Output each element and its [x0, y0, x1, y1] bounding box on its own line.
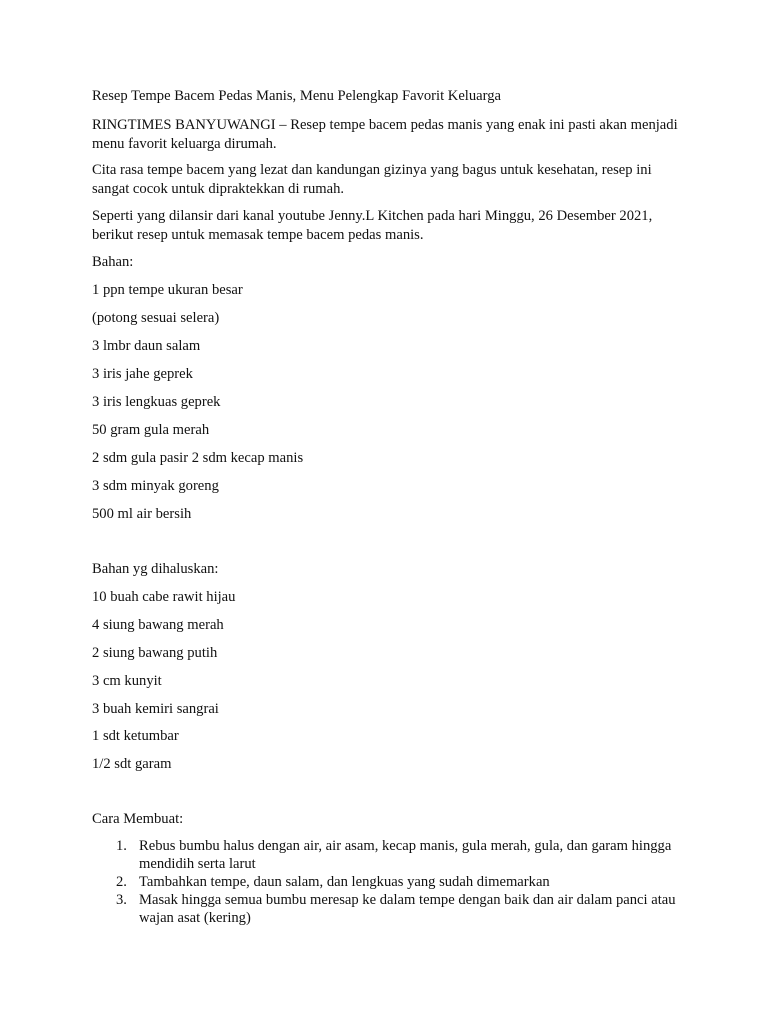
bahan-item: 2 sdm gula pasir 2 sdm kecap manis — [92, 450, 304, 466]
step-text: Tambahkan tempe, daun salam, dan lengkuas yang sudah dimemarkan — [139, 874, 550, 890]
step-item — [92, 873, 682, 891]
bahan-item: 3 sdm minyak goreng — [92, 478, 219, 494]
halus-item: 3 cm kunyit — [92, 673, 162, 689]
bahan-item: 50 gram gula merah — [92, 422, 210, 438]
bahan-item: 1 ppn tempe ukuran besar — [92, 282, 243, 298]
bahan-item: 3 iris lengkuas geprek — [92, 394, 221, 410]
paragraph-intro: RINGTIMES BANYUWANGI – Resep tempe bacem pedas manis yang enak ini pasti akan menjadi menu favorit keluarga dirumah. — [92, 117, 678, 152]
step-text: Rebus bumbu halus dengan air, air asam, kecap manis, gula merah, gula, dan garam hingga mendidih serta larut — [139, 838, 672, 872]
halus-item: 3 buah kemiri sangrai — [92, 701, 219, 717]
document-title: Resep Tempe Bacem Pedas Manis, Menu Pelengkap Favorit Keluarga — [92, 88, 501, 104]
bahan-heading: Bahan: — [92, 254, 134, 270]
steps-list — [92, 837, 682, 927]
paragraph-source: Seperti yang dilansir dari kanal youtube Jenny.L Kitchen pada hari Minggu, 26 Desember 2021, berikut resep untuk memasak tempe bacem pedas manis. — [92, 208, 653, 243]
bahan-item: 3 lmbr daun salam — [92, 338, 201, 354]
step-number: 1. — [116, 838, 127, 854]
bahan-item: 3 iris jahe geprek — [92, 366, 193, 382]
paragraph-taste: Cita rasa tempe bacem yang lezat dan kandungan gizinya yang bagus untuk kesehatan, resep ini sangat cocok untuk dipraktekkan di rumah. — [92, 162, 652, 197]
step-text: Masak hingga semua bumbu meresap ke dalam tempe dengan baik dan air dalam panci atau wajan asat (kering) — [139, 892, 676, 926]
bahan-item: (potong sesuai selera) — [92, 310, 220, 326]
halus-heading: Bahan yg dihaluskan: — [92, 561, 219, 577]
bahan-item: 500 ml air bersih — [92, 506, 192, 522]
step-number: 2. — [116, 874, 127, 890]
cara-heading: Cara Membuat: — [92, 811, 184, 827]
halus-item: 2 siung bawang putih — [92, 645, 218, 661]
step-item — [92, 837, 682, 873]
halus-item: 10 buah cabe rawit hijau — [92, 589, 236, 605]
step-number: 3. — [116, 892, 127, 908]
halus-item: 4 siung bawang merah — [92, 617, 224, 633]
step-item — [92, 891, 682, 927]
halus-item: 1/2 sdt garam — [92, 756, 172, 772]
halus-item: 1 sdt ketumbar — [92, 728, 179, 744]
